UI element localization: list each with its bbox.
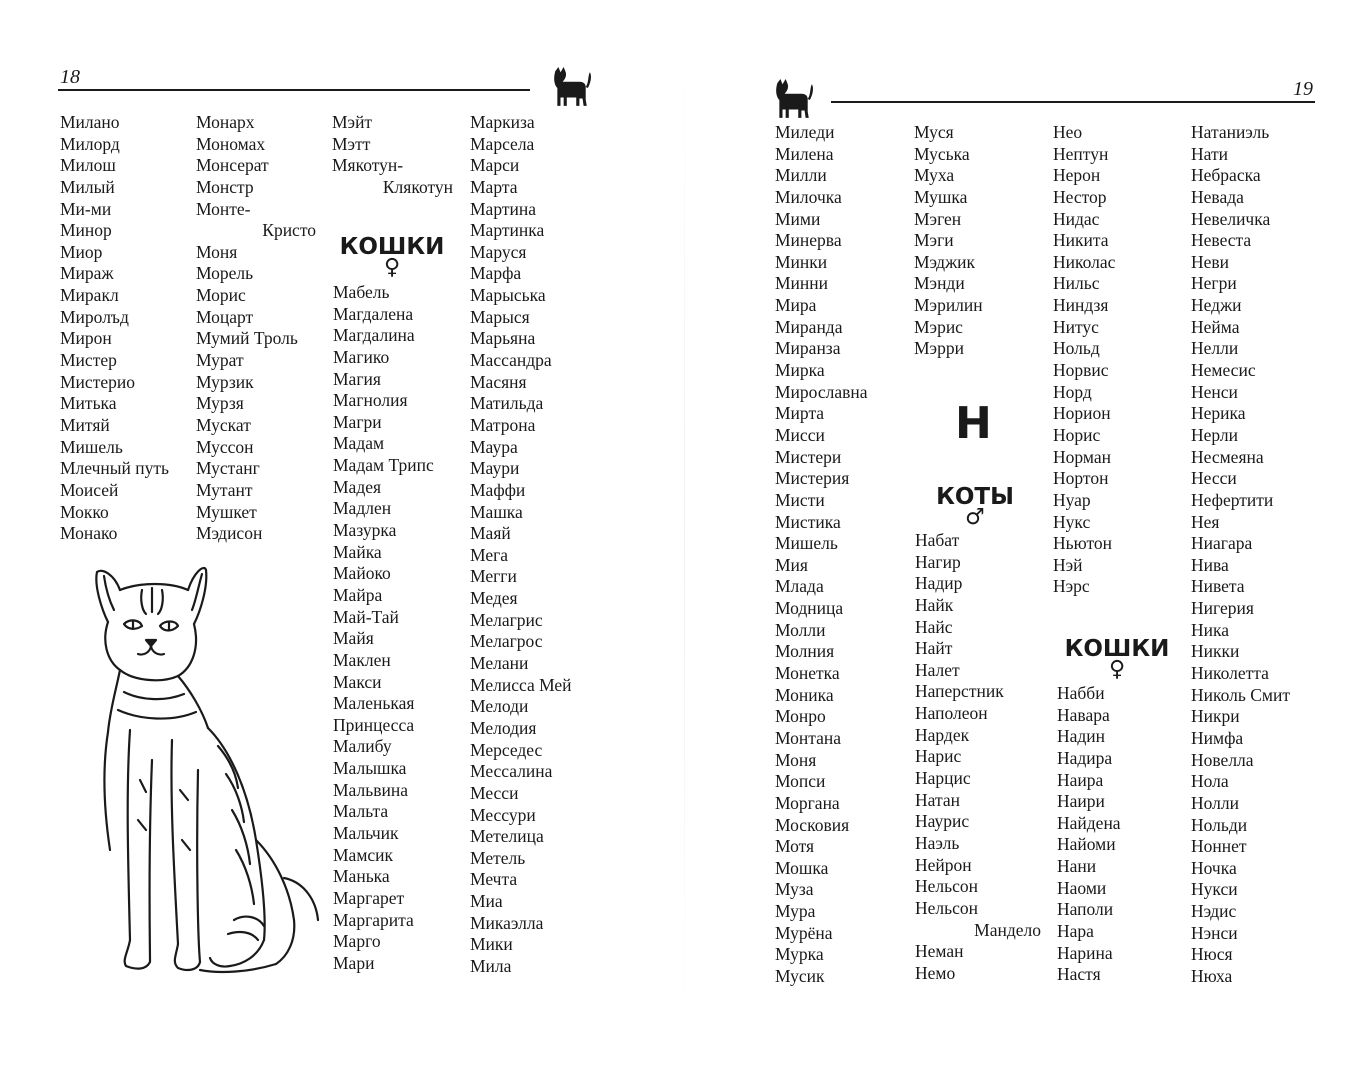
header-rule <box>58 89 530 91</box>
list-item: Мартинка <box>470 220 545 241</box>
list-item: Мистер <box>60 350 117 371</box>
list-item: Марси <box>470 155 520 176</box>
list-item: Маргарита <box>333 909 414 930</box>
list-item: Марьяна <box>470 328 536 349</box>
list-item: Майра <box>333 584 383 605</box>
list-item: Молли <box>775 619 826 640</box>
list-item: Митька <box>60 393 117 414</box>
list-item: Марыська <box>470 285 546 306</box>
list-item: Минор <box>60 220 112 241</box>
list-item: Мелагрос <box>470 631 543 652</box>
list-item: Мэйт <box>332 112 373 132</box>
list-item: Мальвина <box>333 779 408 800</box>
male-symbol-icon: ♂ <box>965 505 985 530</box>
list-item: Минни <box>775 273 829 294</box>
list-item: Мишель <box>775 533 838 554</box>
list-item: Минерва <box>775 230 842 251</box>
list-item: Магдалина <box>333 325 415 346</box>
list-item: Норд <box>1053 381 1092 402</box>
list-item: Машка <box>470 501 523 522</box>
list-item: Нардек <box>915 724 970 745</box>
list-item: Милли <box>775 165 827 186</box>
list-item: Мусик <box>775 965 825 986</box>
list-item: Натан <box>915 789 960 810</box>
list-item: Малышка <box>333 758 407 779</box>
section-heading-male <box>927 486 1023 529</box>
list-item: Муся <box>914 122 954 142</box>
list-item: Монетка <box>775 663 840 684</box>
list-item: Муза <box>775 879 814 900</box>
list-item: Мэрилин <box>914 295 983 316</box>
list-item: Мистерио <box>60 371 135 392</box>
list-item: Норвис <box>1053 360 1109 381</box>
name-column-3-top <box>332 112 453 199</box>
name-column-3-top <box>1053 122 1115 598</box>
list-item: Нея <box>1191 511 1220 532</box>
list-item: Мурат <box>196 350 244 371</box>
name-column-1 <box>60 112 169 545</box>
list-item: Моника <box>775 684 834 705</box>
list-item: Мирта <box>775 403 825 424</box>
list-item: Мумий Троль <box>196 328 298 349</box>
list-item: Нивета <box>1191 576 1245 597</box>
list-item: Мэрри <box>914 338 964 359</box>
list-item: Муссон <box>196 436 254 457</box>
list-item: Маклен <box>333 649 391 670</box>
list-item: Мушкет <box>196 501 257 522</box>
list-item: Милорд <box>60 133 120 154</box>
list-item: Нани <box>1057 856 1097 877</box>
list-item: Наира <box>1057 769 1104 790</box>
list-item: Наполеон <box>915 703 988 724</box>
list-item: Мадам <box>333 433 385 454</box>
list-item: Монро <box>775 706 826 727</box>
list-item: Немесис <box>1191 360 1256 381</box>
list-item: Маффи <box>470 479 526 500</box>
list-item: Муха <box>914 165 955 186</box>
list-item: Мотя <box>775 836 815 857</box>
list-item: Нэй <box>1053 554 1083 575</box>
list-item: Молния <box>775 641 835 662</box>
list-item: Милый <box>60 176 115 197</box>
list-item: Мессури <box>470 804 536 825</box>
list-item: Немо <box>915 962 956 983</box>
list-item: Нельсон <box>915 876 979 897</box>
list-item: Нигерия <box>1191 598 1254 619</box>
list-item: Мари <box>333 952 375 973</box>
list-item: Монако <box>60 523 118 544</box>
list-item: Наоми <box>1057 877 1107 898</box>
list-item: Монарх <box>196 112 255 132</box>
list-item: Модница <box>775 598 844 619</box>
name-column-2-top <box>914 122 983 360</box>
list-item: Мистерия <box>775 468 850 489</box>
list-item: Нерон <box>1053 165 1101 186</box>
list-item: Ниагара <box>1191 533 1253 554</box>
list-item: Мабель <box>333 282 390 302</box>
list-item: Неджи <box>1191 295 1242 316</box>
list-item: Мурёна <box>775 922 833 943</box>
list-item: Майя <box>333 628 374 649</box>
list-item: Нюха <box>1191 965 1233 986</box>
list-item: Нейма <box>1191 316 1240 337</box>
list-item: Несси <box>1191 468 1237 489</box>
female-symbol-icon: ♀ <box>383 255 401 280</box>
list-item: Май-Тай <box>333 606 399 627</box>
name-column-4 <box>1191 122 1290 988</box>
list-item: Малибу <box>333 736 392 757</box>
list-item: Мистери <box>775 446 842 467</box>
list-item: Нитус <box>1053 316 1099 337</box>
list-item: Николь Смит <box>1191 684 1290 705</box>
list-item: Миледи <box>775 122 835 142</box>
list-item: Нортон <box>1053 468 1109 489</box>
list-item: Небраска <box>1191 165 1261 186</box>
list-item: Маруся <box>470 241 527 262</box>
list-item: Налет <box>915 659 960 680</box>
list-item: Николас <box>1053 251 1116 272</box>
list-item: Месси <box>470 782 519 803</box>
list-item: Наэль <box>915 832 960 853</box>
list-item: Норион <box>1053 403 1111 424</box>
header-rule <box>831 101 1315 103</box>
list-item: Марфа <box>470 263 522 284</box>
list-item: Нефертити <box>1191 489 1274 510</box>
list-item: Медея <box>470 588 518 609</box>
list-item: Ника <box>1191 619 1230 640</box>
list-item: Магия <box>333 368 381 389</box>
list-item-continuation: Мандело <box>974 919 1041 940</box>
list-item: Нео <box>1053 122 1083 142</box>
list-item: Набби <box>1057 683 1105 703</box>
list-item: Майка <box>333 541 382 562</box>
list-item: Надир <box>915 573 963 594</box>
list-item: Мамсик <box>333 844 394 865</box>
list-item: Найс <box>915 616 953 637</box>
list-item: Марта <box>470 176 518 197</box>
list-item: Негри <box>1191 273 1237 294</box>
list-item: Микаэлла <box>470 912 544 933</box>
list-item: Моня <box>775 749 817 770</box>
list-item: Ноннет <box>1191 836 1247 857</box>
list-item: Массандра <box>470 350 552 371</box>
list-item: Надин <box>1057 726 1106 747</box>
list-item: Нарина <box>1057 942 1113 963</box>
list-item: Нагир <box>915 551 961 572</box>
list-item: Мура <box>775 901 816 922</box>
list-item-continuation: Кристо <box>262 220 316 241</box>
list-item: Мадам Трипс <box>333 455 434 476</box>
list-item: Невеличка <box>1191 208 1271 229</box>
list-item: Нэрс <box>1053 576 1090 597</box>
list-item: Муська <box>914 143 970 164</box>
list-item: Нати <box>1191 143 1228 164</box>
list-item: Мелодия <box>470 717 537 738</box>
list-item: Мальта <box>333 801 389 822</box>
list-item: Мэтт <box>332 133 371 154</box>
list-item: Маяй <box>470 523 511 544</box>
list-item: Мэдисон <box>196 523 263 544</box>
list-item: Нюся <box>1191 944 1233 965</box>
list-item: Мякотун- <box>332 155 404 176</box>
list-item: Нерли <box>1191 424 1239 445</box>
list-item: Найдена <box>1057 812 1121 833</box>
list-item: Мазурка <box>333 520 397 541</box>
list-item: Нукси <box>1191 879 1238 900</box>
list-item: Маленькая <box>333 693 415 714</box>
list-item: Ньютон <box>1053 533 1112 554</box>
list-item: Нива <box>1191 554 1229 575</box>
list-item: Мерседес <box>470 739 543 760</box>
list-item: Морис <box>196 285 246 306</box>
list-item: Мила <box>470 955 512 976</box>
list-item: Нельсон <box>915 897 979 918</box>
name-column-2 <box>915 530 1041 984</box>
name-column-3 <box>333 282 434 975</box>
list-item: Миролъд <box>60 306 129 327</box>
list-item: Метелица <box>470 826 544 847</box>
list-item: Мега <box>470 544 509 565</box>
list-item: Нерика <box>1191 403 1246 424</box>
list-item: Мушка <box>914 186 968 207</box>
list-item: Мокко <box>60 501 109 522</box>
list-item: Мелагрис <box>470 609 543 630</box>
list-item: Миор <box>60 241 103 262</box>
female-symbol-icon: ♀ <box>1108 657 1126 682</box>
page-number: 18 <box>60 66 80 88</box>
list-item: Наири <box>1057 791 1105 812</box>
list-item: Миракл <box>60 285 119 306</box>
list-item: Мирон <box>60 328 112 349</box>
list-item: Мэги <box>914 230 954 251</box>
list-item: Млада <box>775 576 824 597</box>
list-item: Мартина <box>470 198 536 219</box>
list-item: Мира <box>775 295 817 316</box>
list-item: Мускат <box>196 414 251 435</box>
list-item: Мегги <box>470 566 517 587</box>
name-column-2 <box>196 112 316 545</box>
list-item: Ненси <box>1191 381 1238 402</box>
list-item: Нильс <box>1053 273 1100 294</box>
cat-silhouette-icon <box>772 78 814 120</box>
list-item: Настя <box>1057 964 1101 985</box>
list-item: Мики <box>470 934 513 955</box>
list-item: Нелли <box>1191 338 1239 359</box>
page-number: 19 <box>1293 78 1313 100</box>
list-item: Несмеяна <box>1191 446 1264 467</box>
list-item: Никри <box>1191 706 1240 727</box>
list-item: Нола <box>1191 771 1229 792</box>
list-item: Ми-ми <box>60 198 112 219</box>
list-item: Марыся <box>470 306 530 327</box>
list-item: Милена <box>775 143 834 164</box>
list-item: Млечный путь <box>60 458 170 479</box>
section-heading-female <box>1061 638 1173 681</box>
list-item: Норман <box>1053 446 1111 467</box>
list-item: Макси <box>333 671 382 692</box>
list-item: Магнолия <box>333 390 408 411</box>
list-item: Нимфа <box>1191 727 1244 748</box>
heading-text: КОШКИ <box>339 234 445 260</box>
list-item: Наперстник <box>915 681 1004 702</box>
list-item: Магдалена <box>333 303 414 324</box>
list-item: Нэдис <box>1191 901 1237 922</box>
list-item: Мессалина <box>470 761 553 782</box>
list-item: Никита <box>1053 230 1109 251</box>
list-item: Мопси <box>775 771 826 792</box>
list-item: Николетта <box>1191 663 1269 684</box>
list-item: Митяй <box>60 414 110 435</box>
list-item: Найт <box>915 638 953 659</box>
list-item: Натаниэль <box>1191 122 1270 142</box>
sitting-cat-illustration <box>80 560 330 990</box>
list-item: Нэнси <box>1191 922 1238 943</box>
list-item: Мэрис <box>914 316 963 337</box>
list-item: Мечта <box>470 869 518 890</box>
list-item: Мэнди <box>914 273 965 294</box>
list-item: Марсела <box>470 133 535 154</box>
list-item: Ночка <box>1191 857 1237 878</box>
list-item: Миранда <box>775 316 843 337</box>
list-item: Нарцис <box>915 768 971 789</box>
list-item: Мелани <box>470 653 529 674</box>
list-item: Милош <box>60 155 116 176</box>
list-item: Надира <box>1057 747 1113 768</box>
list-item: Марго <box>333 931 381 952</box>
list-item: Маури <box>470 458 520 479</box>
list-item: Мадлен <box>333 498 392 519</box>
right-page <box>685 0 1370 1080</box>
list-item: Наурис <box>915 811 970 832</box>
list-item: Мадея <box>333 476 382 497</box>
list-item: Милано <box>60 112 120 132</box>
list-item: Моргана <box>775 792 840 813</box>
heading-text: КОТЫ <box>936 484 1014 510</box>
list-item: Мустанг <box>196 458 260 479</box>
list-item: Маргарет <box>333 887 405 908</box>
list-item: Мэджик <box>914 251 976 272</box>
list-item: Магри <box>333 411 382 432</box>
section-heading-female <box>338 236 446 279</box>
list-item: Мурка <box>775 944 824 965</box>
list-item: Моня <box>196 241 238 262</box>
list-item: Матильда <box>470 393 544 414</box>
list-item: Мисти <box>775 489 825 510</box>
list-item: Маура <box>470 436 518 457</box>
list-item: Магико <box>333 346 390 367</box>
list-item: Неман <box>915 941 964 962</box>
list-item: Мурзя <box>196 393 244 414</box>
list-item: Новелла <box>1191 749 1254 770</box>
list-item: Принцесса <box>333 714 415 735</box>
list-item: Нарис <box>915 746 962 767</box>
list-item: Моцарт <box>196 306 254 327</box>
list-item: Миа <box>470 891 503 912</box>
list-item: Милочка <box>775 186 842 207</box>
name-column-1 <box>775 122 868 988</box>
list-item: Моисей <box>60 479 119 500</box>
list-item: Невада <box>1191 186 1244 207</box>
list-item: Монсерат <box>196 155 269 176</box>
list-item: Невеста <box>1191 230 1252 251</box>
cat-silhouette-icon <box>550 66 592 108</box>
list-item: Навара <box>1057 704 1110 725</box>
list-item: Майоко <box>333 563 391 584</box>
list-item: Мальчик <box>333 823 399 844</box>
list-item: Найоми <box>1057 834 1116 855</box>
list-item: Набат <box>915 530 960 550</box>
list-item: Метель <box>470 847 526 868</box>
list-item: Неви <box>1191 251 1230 272</box>
list-item: Мутант <box>196 479 253 500</box>
list-item: Минки <box>775 251 828 272</box>
list-item: Мими <box>775 208 821 229</box>
list-item: Ниндзя <box>1053 295 1109 316</box>
list-item: Мия <box>775 554 808 575</box>
name-column-3 <box>1057 683 1121 986</box>
list-item: Манька <box>333 866 390 887</box>
list-item: Мономах <box>196 133 266 154</box>
list-item: Нуар <box>1053 489 1091 510</box>
list-item: Нольд <box>1053 338 1100 359</box>
list-item: Мирославна <box>775 381 868 402</box>
list-item: Нидас <box>1053 208 1100 229</box>
list-item: Монте- <box>196 198 251 219</box>
list-item: Никки <box>1191 641 1240 662</box>
list-item: Найк <box>915 594 954 615</box>
list-item-continuation: Клякотун <box>382 176 453 197</box>
section-letter: Н <box>955 398 992 449</box>
list-item: Нукс <box>1053 511 1091 532</box>
list-item: Нара <box>1057 921 1094 942</box>
list-item: Нольди <box>1191 814 1248 835</box>
list-item: Мелоди <box>470 696 529 717</box>
list-item: Мираж <box>60 263 114 284</box>
list-item: Нестор <box>1053 186 1107 207</box>
list-item: Московия <box>775 814 850 835</box>
list-item: Наполи <box>1057 899 1114 920</box>
list-item: Мэген <box>914 208 962 229</box>
list-item: Мошка <box>775 857 829 878</box>
list-item: Монстр <box>196 176 254 197</box>
list-item: Матрона <box>470 414 536 435</box>
list-item: Мурзик <box>196 371 254 392</box>
list-item: Нейрон <box>915 854 972 875</box>
list-item: Монтана <box>775 727 842 748</box>
list-item: Норис <box>1053 424 1101 445</box>
list-item: Масяня <box>470 371 527 392</box>
heading-text: КОШКИ <box>1064 636 1170 662</box>
list-item: Нолли <box>1191 792 1239 813</box>
list-item: Мистика <box>775 511 841 532</box>
list-item: Мишель <box>60 436 123 457</box>
list-item: Миранза <box>775 338 841 359</box>
list-item: Мисси <box>775 424 825 445</box>
list-item: Нептун <box>1053 143 1109 164</box>
list-item: Мелисса Мей <box>470 674 572 695</box>
list-item: Морель <box>196 263 254 284</box>
list-item: Мирка <box>775 360 825 381</box>
name-column-4 <box>470 112 572 978</box>
list-item: Маркиза <box>470 112 535 132</box>
